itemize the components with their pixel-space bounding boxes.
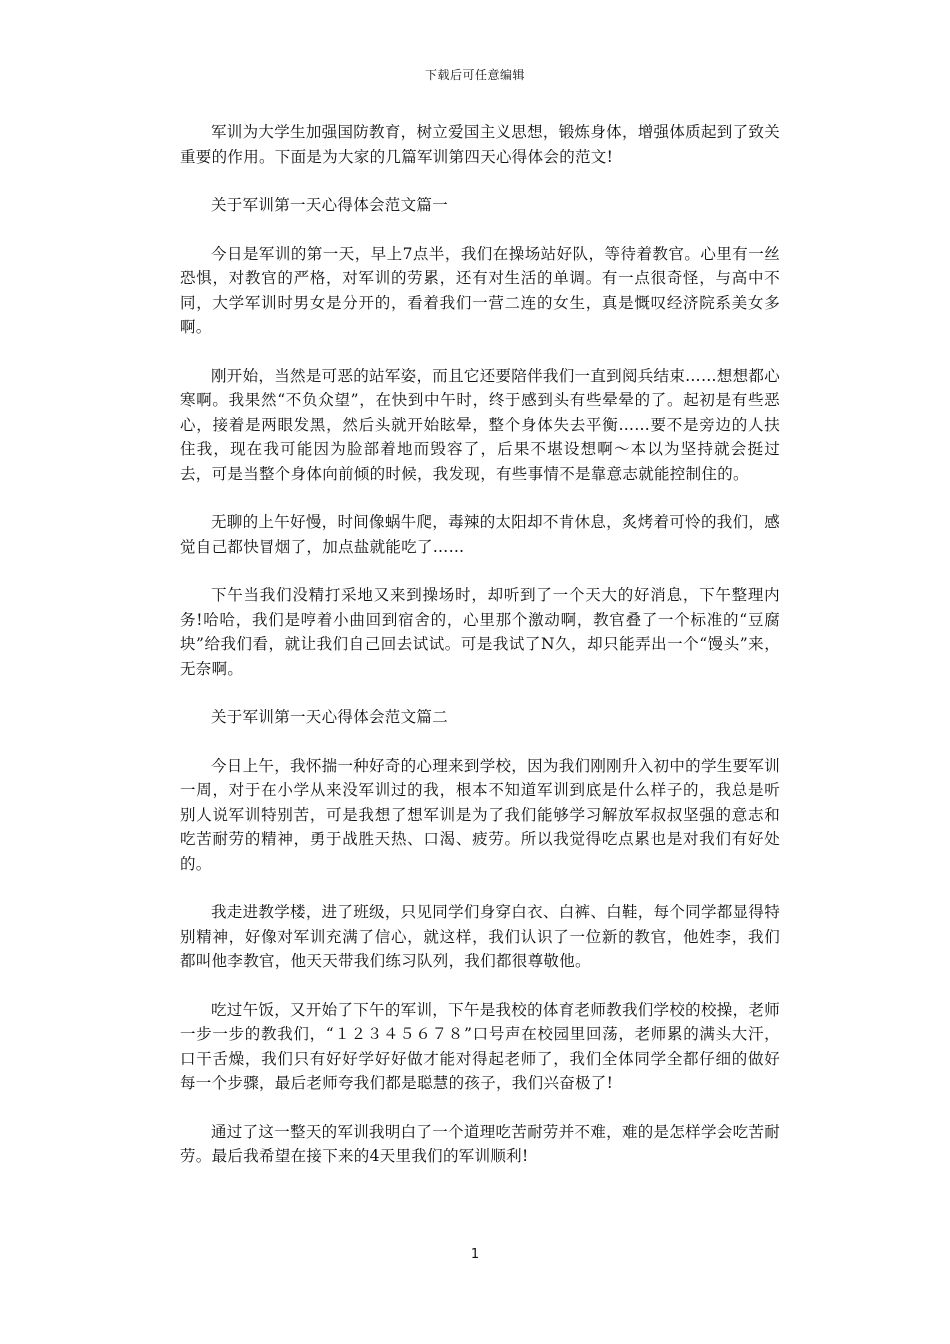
intro-paragraph: 军训为大学生加强国防教育，树立爱国主义思想，锻炼身体，增强体质起到了致关重要的作用。下面是为大家的几篇军训第四天心得体会的范文! bbox=[180, 123, 780, 166]
section-2-title: 关于军训第一天心得体会范文篇二 bbox=[211, 708, 449, 726]
section-2-paragraph-3: 吃过午饭，又开始了下午的军训，下午是我校的体育老师教我们学校的校操，老师一步一步的教我们，“１２３４５６７８”口号声在校园里回荡，老师累的满头大汗，口干舌燥，我们只有好好学好好做才能对得起老师了，我们全体同学全都仔细的做好每一个步骤，最后老师夸我们都是聪慧的孩子，我们兴奋极了! bbox=[180, 1000, 780, 1092]
section-1-title: 关于军训第一天心得体会范文篇一 bbox=[211, 196, 449, 214]
section-1-paragraph-4: 下午当我们没精打采地又来到操场时，却听到了一个天大的好消息，下午整理内务!哈哈，我们是哼着小曲回到宿舍的，心里那个激动啊，教官叠了一个标准的“豆腐块”给我们看，就让我们自己回去试试。可是我试了N久，却只能弄出一个“馒头”来，无奈啊。 bbox=[180, 586, 780, 678]
section-1-paragraph-2: 刚开始，当然是可恶的站军姿，而且它还要陪伴我们一直到阅兵结束……想想都心寒啊。我果然“不负众望”，在快到中午时，终于感到头有些晕晕的了。起初是有些恶心，接着是两眼发黑，然后头就开始眩晕，整个身体失去平衡……要不是旁边的人扶住我，现在我可能因为脸部着地而毁容了，后果不堪设想啊～本以为坚持就会挺过去，可是当整个身体向前倾的时候，我发现，有些事情不是靠意志就能控制住的。 bbox=[180, 366, 780, 483]
section-1-paragraph-1: 今日是军训的第一天，早上7点半，我们在操场站好队，等待着教官。心里有一丝恐惧，对教官的严格，对军训的劳累，还有对生活的单调。有一点很奇怪，与高中不同，大学军训时男女是分开的，看着我们一营二连的女生，真是慨叹经济院系美女多啊。 bbox=[180, 244, 780, 336]
section-2-paragraph-2: 我走进教学楼，进了班级，只见同学们身穿白衣、白裤、白鞋，每个同学都显得特别精神，好像对军训充满了信心，就这样，我们认识了一位新的教官，他姓李，我们都叫他李教官，他天天带我们练习队列，我们都很尊敬他。 bbox=[180, 903, 780, 970]
document-body bbox=[180, 120, 780, 1193]
page-header: 下载后可任意编辑 bbox=[424, 68, 525, 82]
page-number: 1 bbox=[470, 1247, 480, 1262]
section-2-paragraph-4: 通过了这一整天的军训我明白了一个道理吃苦耐劳并不难，难的是怎样学会吃苦耐劳。最后我希望在接下来的4天里我们的军训顺利! bbox=[180, 1122, 780, 1165]
section-2-paragraph-1: 今日上午，我怀揣一种好奇的心理来到学校，因为我们刚刚升入初中的学生要军训一周，对于在小学从来没军训过的我，根本不知道军训到底是什么样子的，我总是听别人说军训特别苦，可是我想了想军训是为了我们能够学习解放军叔叔坚强的意志和吃苦耐劳的精神，勇于战胜天热、口渴、疲劳。所以我觉得吃点累也是对我们有好处的。 bbox=[180, 756, 780, 873]
section-1-paragraph-3: 无聊的上午好慢，时间像蜗牛爬，毒辣的太阳却不肯休息，炙烤着可怜的我们，感觉自己都快冒烟了，加点盐就能吃了…… bbox=[180, 513, 780, 556]
